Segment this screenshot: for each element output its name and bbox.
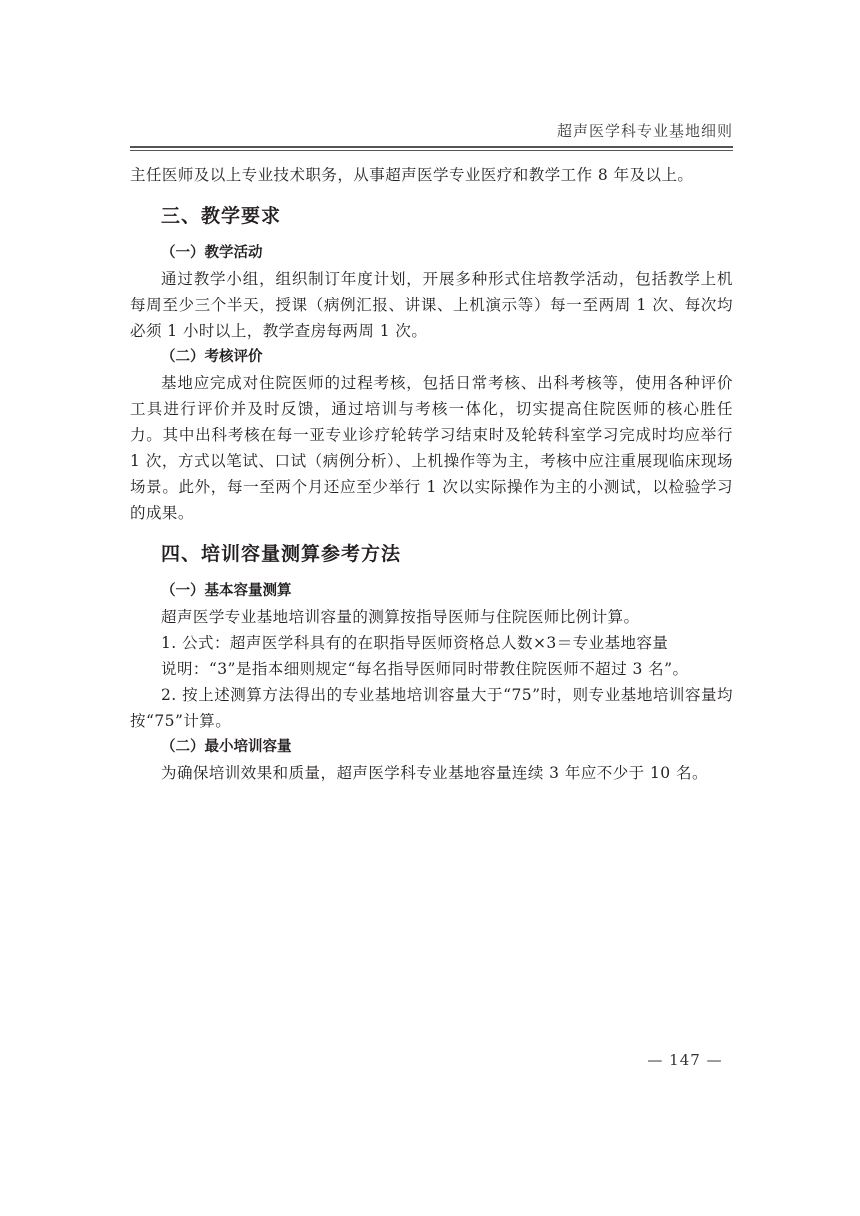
subheading-assessment: （二）考核评价: [161, 349, 263, 365]
page-number: — 147 —: [647, 1051, 723, 1069]
header-rule-thin: [130, 150, 733, 151]
subheading-teaching-activities: （一）教学活动: [161, 245, 263, 261]
running-title: 超声医学科专业基地细则: [556, 122, 733, 140]
paragraph-minimum-capacity: 为确保培训效果和质量，超声医学科专业基地容量连续 3 年应不少于 10 名。: [161, 764, 708, 782]
paragraph-capacity-formula: 1. 公式：超声医学科具有的在职指导医师资格总人数×3＝专业基地容量: [161, 634, 669, 652]
paragraph-teaching-activities: 通过教学小组，组织制订年度计划，开展多种形式住培教学活动，包括教学上机每周至少三个半天，授课（病例汇报、讲课、上机演示等）每一至两周 1 次、每次均必须 1 小时以上，教学查房每两周 1 次。: [130, 270, 733, 340]
paragraph-assessment: 基地应完成对住院医师的过程考核，包括日常考核、出科考核等，使用各种评价工具进行评价并及时反馈，通过培训与考核一体化，切实提高住院医师的核心胜任力。其中出科考核在每一亚专业诊疗轮转学习结束时及轮转科室学习完成时均应举行 1 次，方式以笔试、口试（病例分析）、上机操作等为主，考核中应注重展现临床现场场景。此外，每一至两个月还应至少举行 1 次以实际操作为主的小测试，以检验学习的成果。: [130, 374, 733, 522]
section-heading-capacity: 四、培训容量测算参考方法: [161, 543, 402, 565]
paragraph-capacity-rule: 2. 按上述测算方法得出的专业基地培训容量大于“75”时，则专业基地培训容量均按“75”计算。: [130, 686, 733, 730]
page-content: [130, 162, 733, 786]
paragraph-capacity-intro: 超声医学专业基地培训容量的测算按指导医师与住院医师比例计算。: [161, 608, 640, 626]
header-rule-thick: [130, 146, 733, 148]
subheading-basic-capacity: （一）基本容量测算: [161, 583, 292, 599]
section-heading-teaching: 三、教学要求: [161, 205, 282, 227]
subheading-minimum-capacity: （二）最小培训容量: [161, 739, 292, 755]
continued-paragraph: 主任医师及以上专业技术职务，从事超声医学专业医疗和教学工作 8 年及以上。: [130, 166, 694, 184]
paragraph-capacity-note: 说明：“3”是指本细则规定“每名指导医师同时带教住院医师不超过 3 名”。: [161, 660, 689, 678]
